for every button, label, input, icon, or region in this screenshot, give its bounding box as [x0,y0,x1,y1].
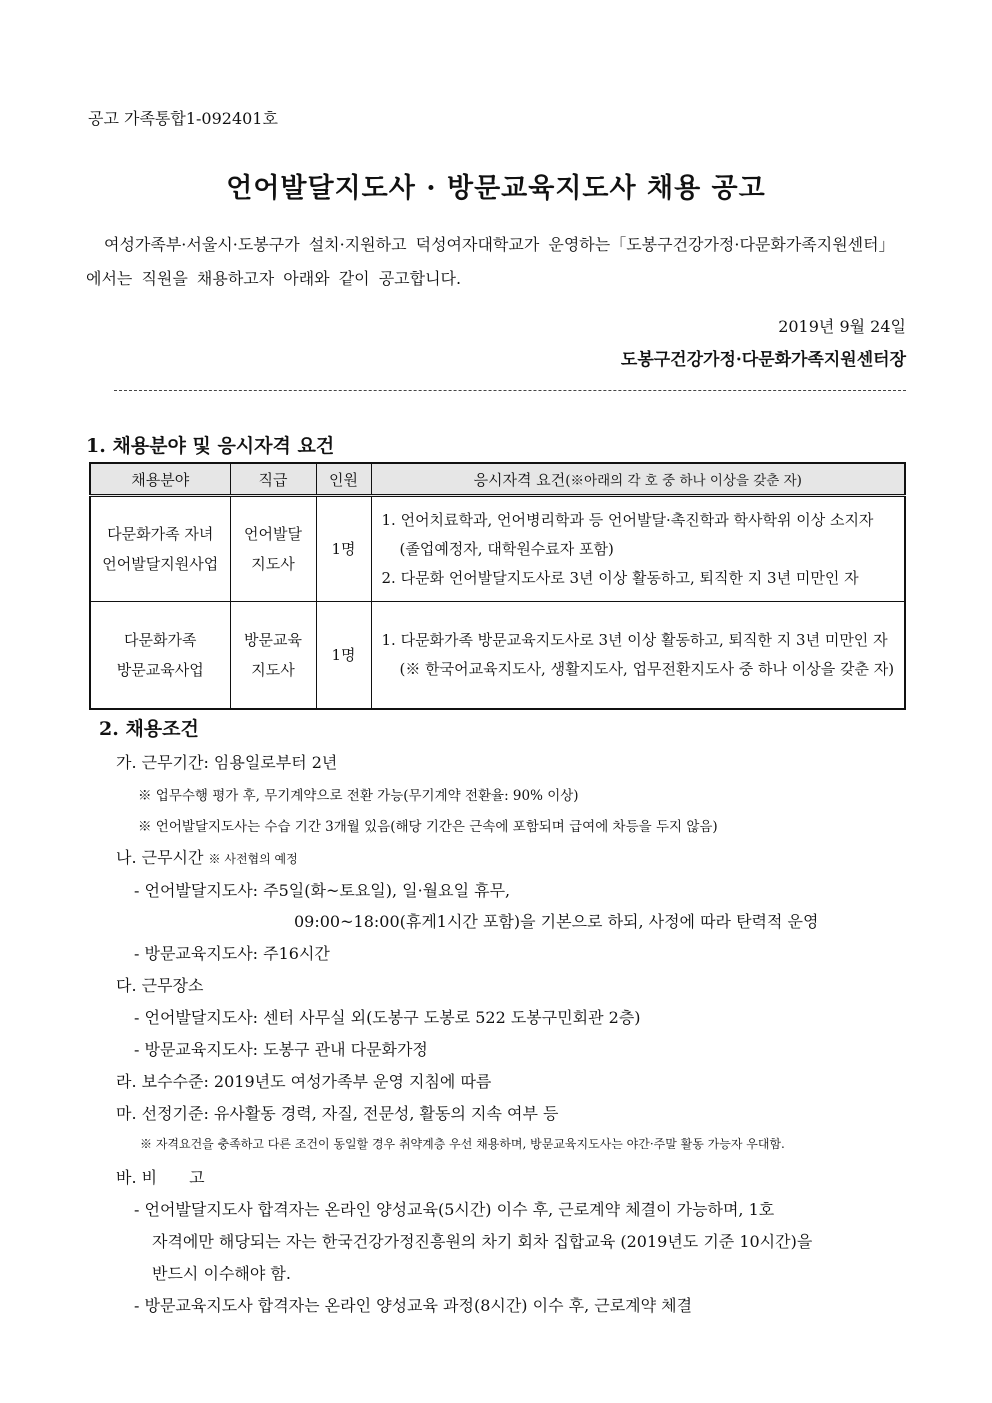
header-requirements [371,463,905,496]
row-position [230,602,316,710]
position-line: 방문교육 [244,631,302,649]
condition-da-item1: - 언어발달지도사: 센터 사무실 외(도봉구 도봉로 522 도봉구민회관 2층) [134,1008,641,1027]
condition-ga: 가. 근무기간: 임용일로부터 2년 [116,753,338,772]
row-requirements [371,496,905,602]
condition-ma: 마. 선정기준: 유사활동 경력, 자질, 전문성, 활동의 지속 여부 등 [116,1104,559,1123]
position-line: 지도사 [251,555,295,573]
condition-ra: 라. 보수수준: 2019년도 여성가족부 운영 지침에 따름 [116,1072,492,1091]
condition-ba-item2: - 방문교육지도사 합격자는 온라인 양성교육 과정(8시간) 이수 후, 근로계약 체결 [134,1296,693,1315]
condition-na-item2: - 방문교육지도사: 주16시간 [134,944,330,963]
condition-na-label: 나. 근무시간 [116,848,204,867]
field-line: 방문교육사업 [116,661,204,679]
condition-ba-item1-line2: 자격에만 해당되는 자는 한국건강가정진흥원의 차기 회차 집합교육 (2019년도 기준 10시간)을 [152,1232,813,1251]
position-line: 언어발달 [244,525,302,543]
row-field [90,602,230,710]
header-position: 직급 [230,463,316,496]
position-line: 지도사 [251,661,295,679]
condition-da: 다. 근무장소 [116,976,204,995]
table-header-row [90,463,905,496]
row-position [230,496,316,602]
row-count: 1명 [316,496,371,602]
table-row [90,496,905,602]
condition-ga-note1: ※ 업무수행 평가 후, 무기계약으로 전환 가능(무기계약 전환율: 90% 이상) [138,788,579,804]
row-field [90,496,230,602]
requirement-note: (졸업예정자, 대학원수료자 포함) [399,539,614,558]
table-row [90,602,905,710]
condition-ba-item1-line3: 반드시 이수해야 함. [152,1264,291,1283]
row-requirements [371,602,905,710]
condition-da-item2: - 방문교육지도사: 도봉구 관내 다문화가정 [134,1040,428,1059]
condition-na [116,845,298,868]
condition-na-note: ※ 사전협의 예정 [208,852,298,866]
header-field: 채용분야 [90,463,230,496]
condition-na-item1: - 언어발달지도사: 주5일(화~토요일), 일·월요일 휴무, [134,881,511,900]
requirement-item: 1. 다문화가족 방문교육지도사로 3년 이상 활동하고, 퇴직한 지 3년 미만인 자 [381,631,888,649]
recruitment-table [89,462,906,710]
page-title: 언어발달지도사 · 방문교육지도사 채용 공고 [226,173,766,204]
condition-na-item1-cont: 09:00~18:00(휴게1시간 포함)을 기본으로 하되, 사정에 따라 탄력적 운영 [294,912,819,931]
condition-ba-item1-line1: - 언어발달지도사 합격자는 온라인 양성교육(5시간) 이수 후, 근로계약 체결이 가능하며, 1호 [134,1200,775,1219]
header-requirements-note: (※아래의 각 호 중 하나 이상을 갖춘 자) [565,472,802,489]
notice-number: 공고 가족통합1-092401호 [88,109,278,128]
condition-ga-note2: ※ 언어발달지도사는 수습 기간 3개월 있음(해당 기간은 근속에 포함되며 급여에 차등을 두지 않음) [138,819,718,835]
requirement-note: (※ 한국어교육지도사, 생활지도사, 업무전환지도사 중 하나 이상을 갖춘 자) [399,660,895,678]
issuer-name: 도봉구건강가정·다문화가족지원센터장 [620,350,906,370]
header-count: 인원 [316,463,371,496]
requirement-item: 2. 다문화 언어발달지도사로 3년 이상 활동하고, 퇴직한 지 3년 미만인 자 [381,568,859,587]
field-line: 다문화가족 자녀 [107,525,214,543]
condition-ma-note: ※ 자격요건을 충족하고 다른 조건이 동일할 경우 취약계층 우선 채용하며, 방문교육지도사는 야간·주말 활동 가능자 우대함. [140,1137,785,1151]
header-requirements-label: 응시자격 요건 [473,470,566,489]
field-line: 언어발달지원사업 [102,555,219,573]
requirement-item: 1. 언어치료학과, 언어병리학과 등 언어발달·촉진학과 학사학위 이상 소지자 [381,510,874,529]
row-count: 1명 [316,602,371,710]
field-line: 다문화가족 [124,631,197,649]
dashed-divider [114,390,906,391]
intro-paragraph: 여성가족부·서울시·도봉구가 설치·지원하고 덕성여자대학교가 운영하는「도봉구건강가정·다문화가족지원센터」에서는 직원을 채용하고자 아래와 같이 공고합니다. [86,235,895,288]
notice-date: 2019년 9월 24일 [778,317,906,336]
section2-heading: 2. 채용조건 [99,718,199,740]
section1-heading: 1. 채용분야 및 응시자격 요건 [86,435,335,457]
condition-ba: 바. 비 고 [116,1168,205,1187]
